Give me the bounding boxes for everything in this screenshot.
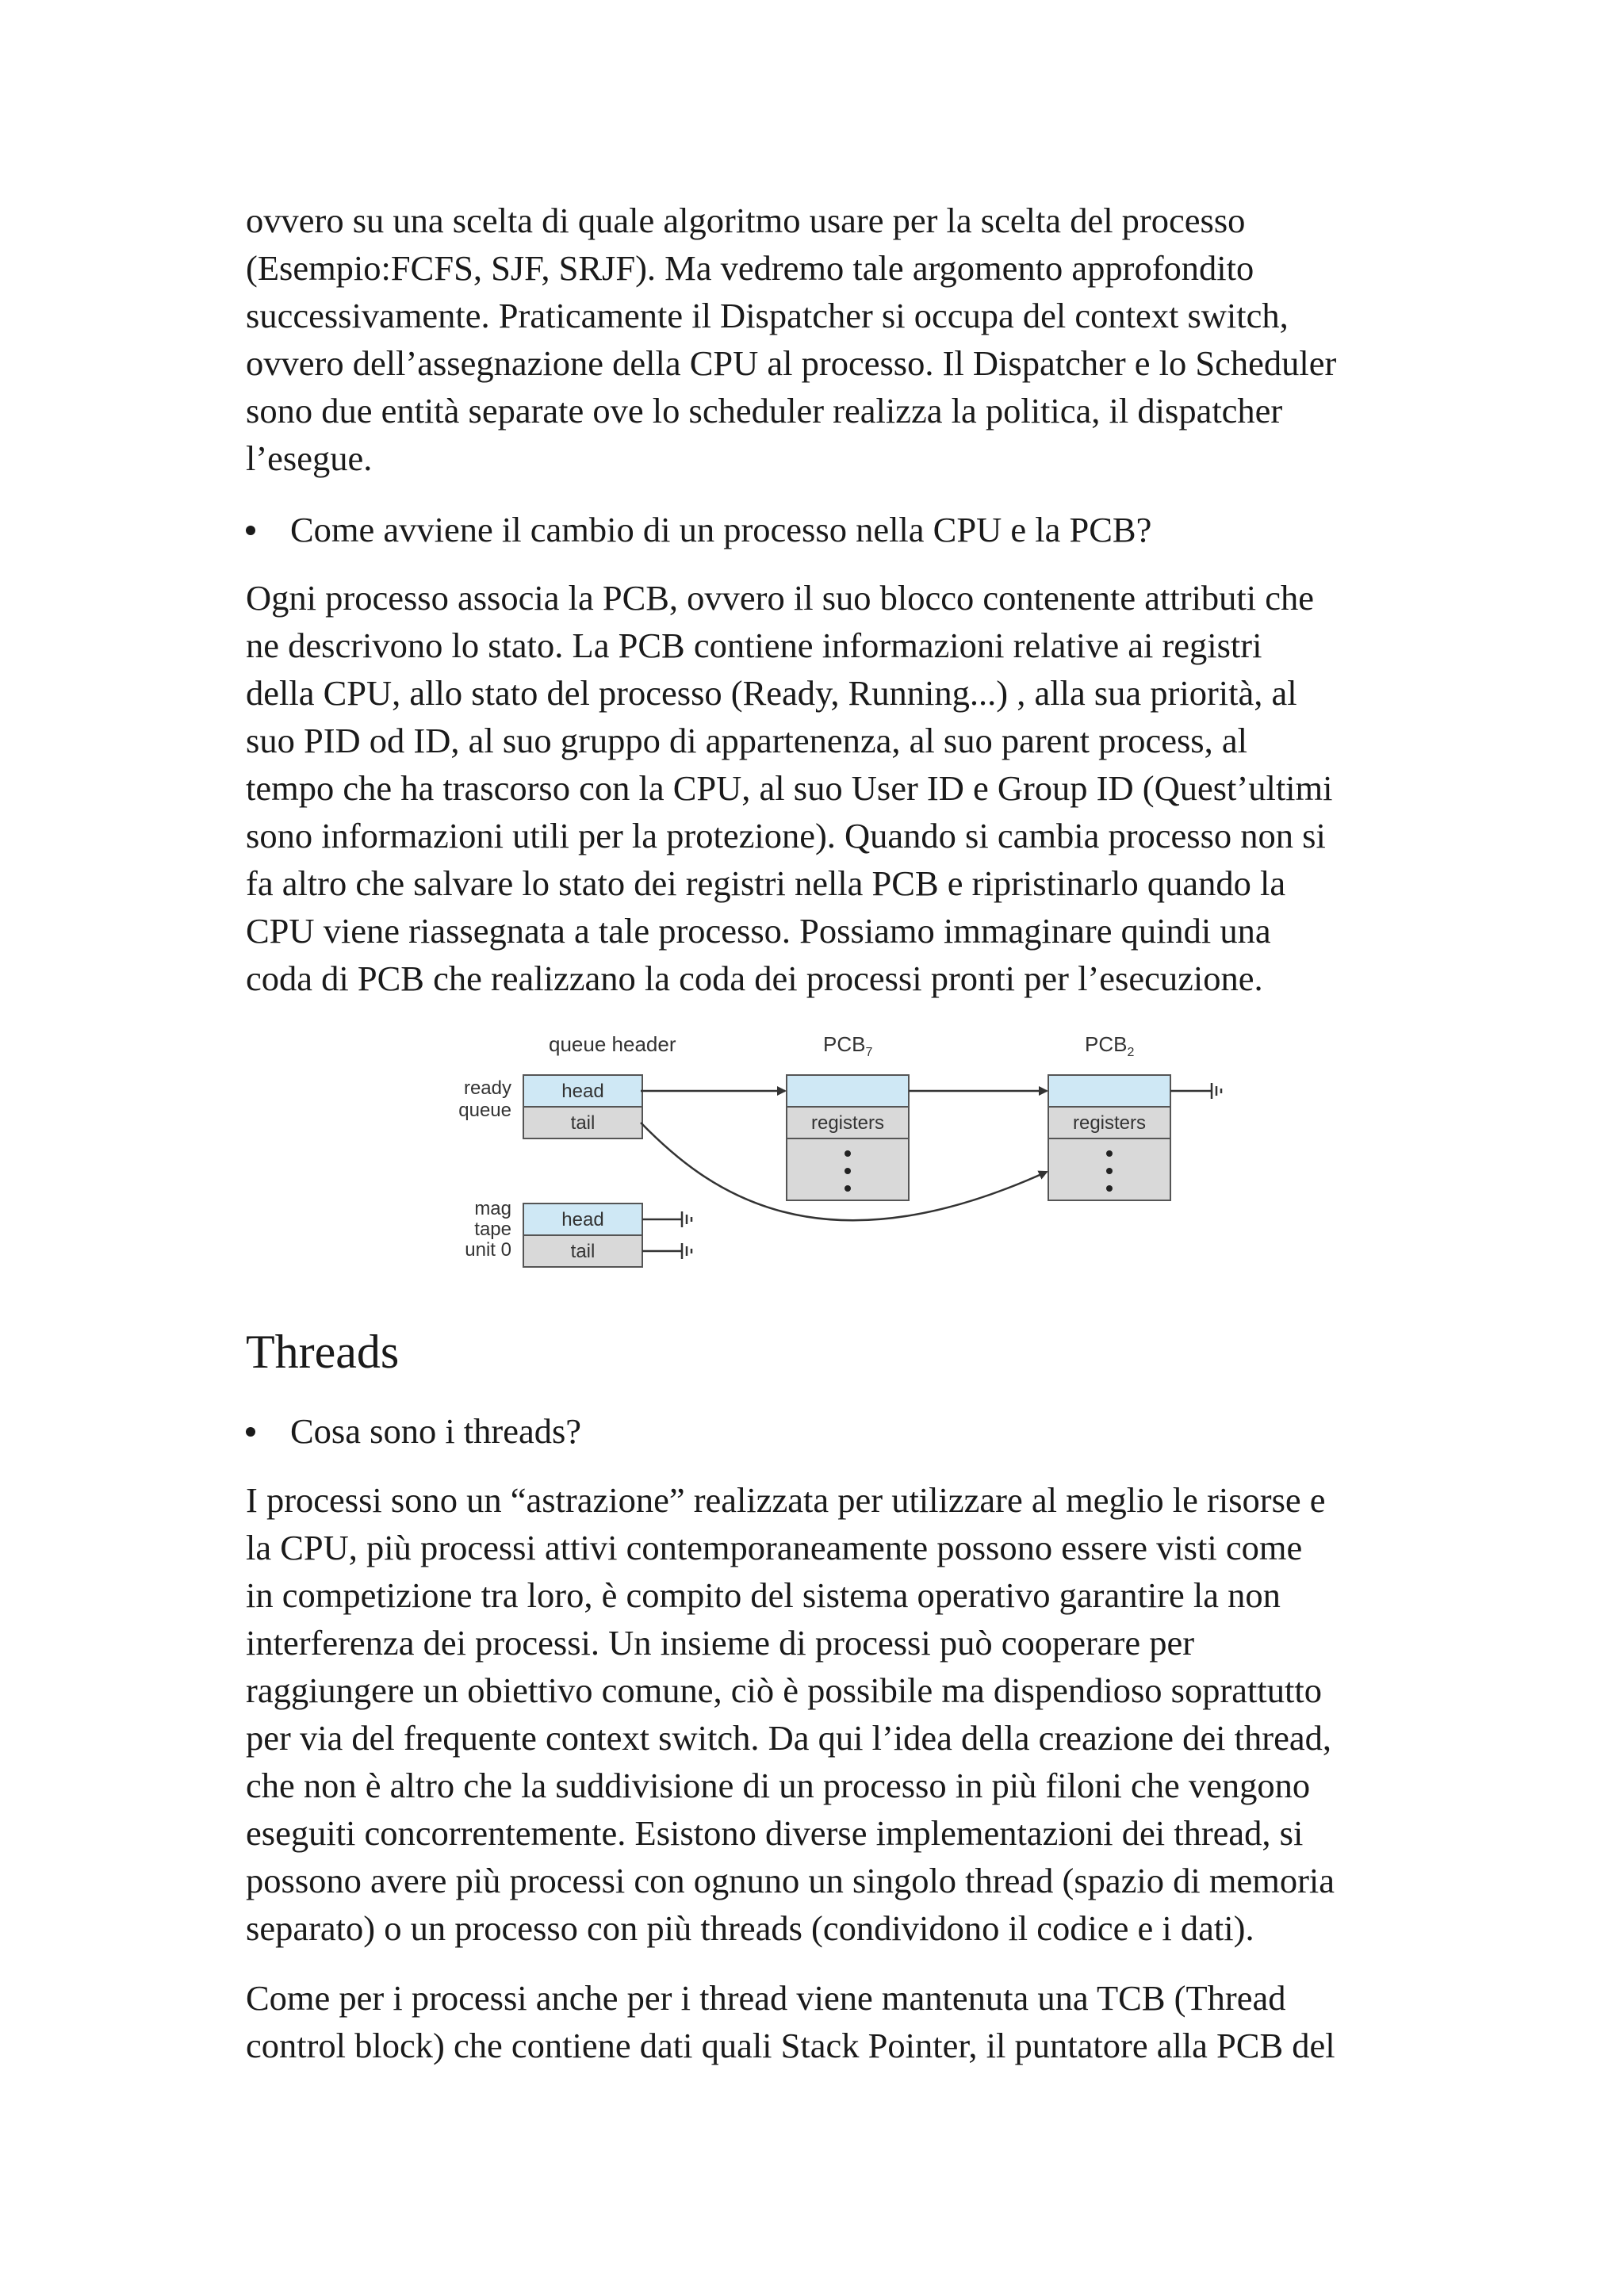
ellipsis-dot	[1106, 1150, 1113, 1157]
pcb2-block	[1048, 1075, 1170, 1200]
paragraph-tcb	[246, 1974, 1451, 2069]
bullet-text: Cosa sono i threads?	[290, 1411, 582, 1451]
paragraph-line: suo PID od ID, al suo gruppo di appartenenza, al suo parent process, al	[246, 721, 1247, 760]
null-ground-icon	[642, 1243, 691, 1259]
pcb2-label: $PCB_2$	[1085, 1032, 1135, 1059]
mag-tail-label: tail	[570, 1241, 596, 1262]
mag-tape-label: tape	[474, 1219, 511, 1240]
pcb7-registers-label: registers	[810, 1112, 885, 1134]
ready-queue-header	[523, 1075, 642, 1138]
paragraph-line: possono avere più processi con ognuno un singolo thread (spazio di memoria	[246, 1861, 1335, 1900]
null-ground-icon	[1170, 1083, 1221, 1099]
paragraph-line: ovvero su una scelta di quale algoritmo usare per la scelta del processo	[246, 201, 1246, 240]
ready-queue-label: queue	[458, 1100, 511, 1121]
paragraph-line: interferenza dei processi. Un insieme di processi può cooperare per	[246, 1623, 1195, 1663]
ready-queue-label: ready	[463, 1077, 511, 1099]
paragraph-line: separato) o un processo con più threads (condividono il codice e i dati).	[246, 1908, 1254, 1948]
paragraph-line: sono due entità separate ove lo scheduler realizza la politica, il dispatcher	[246, 391, 1283, 430]
head-label: head	[561, 1081, 604, 1102]
paragraph-line: Ogni processo associa la PCB, ovvero il suo blocco contenente attributi che	[246, 578, 1315, 618]
paragraph-line: della CPU, allo stato del processo (Ready, Running...) , alla sua priorità, al	[246, 673, 1297, 713]
paragraph-line: sono informazioni utili per la protezione). Quando si cambia processo non si	[246, 816, 1326, 855]
pcb7-block	[787, 1075, 909, 1200]
section-heading-threads: Threads	[246, 1326, 400, 1378]
paragraph-line: eseguiti concorrentemente. Esistono diverse implementazioni dei thread, si	[246, 1813, 1304, 1853]
paragraph-line: l’esegue.	[246, 438, 373, 478]
queue-header-label: queue header	[549, 1032, 676, 1056]
paragraph-line: CPU viene riassegnata a tale processo. Possiamo immaginare quindi una	[246, 911, 1271, 951]
ellipsis-dot	[1106, 1168, 1113, 1174]
paragraph-line: control block) che contiene dati quali Stack Pointer, il puntatore alla PCB del	[246, 2026, 1335, 2065]
paragraph-line: Come per i processi anche per i thread viene mantenuta una TCB (Thread	[246, 1978, 1286, 2018]
paragraph-line: successivamente. Praticamente il Dispatcher si occupa del context switch,	[246, 296, 1289, 335]
bullet-question-threads	[246, 1407, 581, 1455]
paragraph-line: coda di PCB che realizzano la coda dei processi pronti per l’esecuzione.	[246, 959, 1263, 998]
paragraph-line: per via del frequente context switch. Da qui l’idea della creazione dei thread,	[246, 1718, 1331, 1758]
pcb2-registers-label: registers	[1072, 1112, 1147, 1134]
paragraph-line: (Esempio:FCFS, SJF, SRJF). Ma vedremo tale argomento approfondito	[246, 248, 1254, 288]
paragraph-pcb	[246, 574, 1451, 1002]
mag-head-label: head	[561, 1209, 604, 1230]
paragraph-line: tempo che ha trascorso con la CPU, al suo User ID e Group ID (Quest’ultimi	[246, 768, 1333, 808]
pcb7-label: $PCB_7$	[823, 1032, 873, 1059]
bullet-icon	[246, 526, 255, 535]
ellipsis-dot	[845, 1168, 851, 1174]
bullet-question-pcb	[246, 506, 1151, 553]
ellipsis-dot	[845, 1150, 851, 1157]
ellipsis-dot	[1106, 1185, 1113, 1192]
mag-tape-label: mag	[474, 1198, 511, 1219]
null-ground-icon	[642, 1211, 691, 1227]
paragraph-line: ne descrivono lo stato. La PCB contiene informazioni relative ai registri	[246, 626, 1262, 665]
mag-tape-label: unit 0	[465, 1239, 511, 1261]
tail-label: tail	[570, 1112, 596, 1134]
paragraph-line: ovvero dell’assegnazione della CPU al processo. Il Dispatcher e lo Scheduler	[246, 343, 1337, 383]
bullet-icon	[246, 1427, 255, 1437]
paragraph-threads	[246, 1476, 1451, 1952]
ready-queue-diagram	[444, 1031, 1237, 1284]
paragraph-dispatcher	[246, 197, 1451, 482]
paragraph-line: fa altro che salvare lo stato dei registri nella PCB e ripristinarlo quando la	[246, 863, 1286, 903]
mag-tape-header	[523, 1203, 642, 1267]
paragraph-line: che non è altro che la suddivisione di un processo in più filoni che vengono	[246, 1766, 1311, 1805]
bullet-text: Come avviene il cambio di un processo nella CPU e la PCB?	[290, 510, 1152, 549]
pcb7-pointer-cell	[787, 1075, 909, 1107]
ellipsis-dot	[845, 1185, 851, 1192]
paragraph-line: raggiungere un obiettivo comune, ciò è possibile ma dispendioso soprattutto	[246, 1670, 1322, 1710]
paragraph-line: la CPU, più processi attivi contemporaneamente possono essere visti come	[246, 1528, 1303, 1567]
pcb2-pointer-cell	[1048, 1075, 1170, 1107]
paragraph-line: I processi sono un “astrazione” realizzata per utilizzare al meglio le risorse e	[246, 1480, 1326, 1520]
paragraph-line: in competizione tra loro, è compito del sistema operativo garantire la non	[246, 1575, 1281, 1615]
